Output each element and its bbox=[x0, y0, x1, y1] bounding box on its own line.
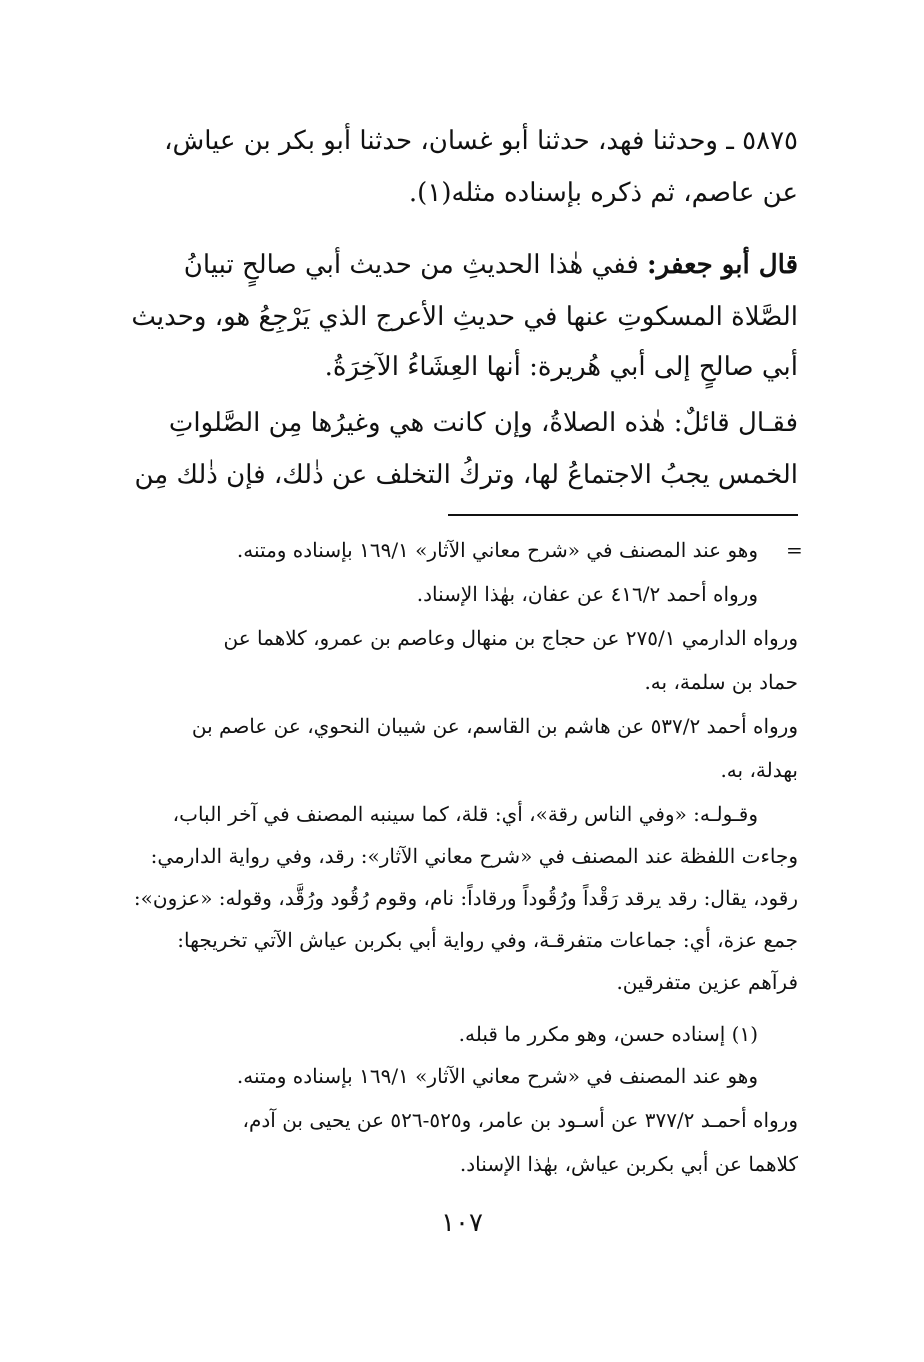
commentary-line-1 bbox=[184, 252, 798, 278]
commentary-line-3: أبي صالحٍ إلى أبي هُريرة: أنها العِشَاءُ الآخِرَةُ. bbox=[324, 352, 798, 382]
footnote-1-line: (١) إسناده حسن، وهو مكرر ما قبله. bbox=[458, 1022, 758, 1046]
footnote-1-line: وهو عند المصنف في «شرح معاني الآثار» ١٦٩/١ بإسناده ومتنه. bbox=[236, 1064, 758, 1088]
hadith-5875-line-2: عن عاصم، ثم ذكره بإسناده مثله(١). bbox=[408, 178, 798, 208]
footnote-line: جمع عزة، أي: جماعات متفرقـة، وفي رواية أبي بكربن عياش الآتي تخريجها: bbox=[177, 928, 798, 952]
footnote-line: بهدلة، به. bbox=[720, 758, 798, 782]
commentary-speaker: قال أبو جعفر: bbox=[647, 250, 798, 280]
footnote-line: ورواه أحمد ٥٣٧/٢ عن هاشم بن القاسم، عن شيبان النحوي، عن عاصم بن bbox=[191, 714, 798, 738]
hadith-5875-line-1: ٥٨٧٥ ـ وحدثنا فهد، حدثنا أبو غسان، حدثنا أبو بكر بن عياش، bbox=[164, 126, 798, 156]
footnote-line: ورواه الدارمي ٢٧٥/١ عن حجاج بن منهال وعاصم بن عمرو، كلاهما عن bbox=[223, 626, 798, 650]
footnote-line: وهو عند المصنف في «شرح معاني الآثار» ١٦٩/١ بإسناده ومتنه. bbox=[236, 538, 758, 562]
objection-line-2: الخمس يجبُ الاجتماعُ لها، وتركُ التخلف عن ذٰلك، فإن ذٰلك مِن bbox=[134, 460, 798, 490]
commentary-line-1-text: ففي هٰذا الحديثِ من حديث أبي صالحٍ تبيانُ bbox=[183, 250, 639, 280]
footnote-line: وجاءت اللفظة عند المصنف في «شرح معاني الآثار»: رقد، وفي رواية الدارمي: bbox=[150, 844, 798, 868]
footnote-separator bbox=[448, 514, 798, 516]
footnote-line: فرآهم عزين متفرقين. bbox=[616, 970, 798, 994]
page-number: ١٠٧ bbox=[441, 1208, 483, 1238]
objection-line-1: فقـال قائلٌ: هٰذه الصلاةُ، وإن كانت هي وغيرُها مِن الصَّلواتِ bbox=[168, 408, 798, 438]
footnote-line: حماد بن سلمة، به. bbox=[644, 670, 798, 694]
footnote-line: رقود، يقال: رقد يرقد رَقْداً ورُقُوداً ورقاداً: نام، وقوم رُقُود ورُقَّد، وقوله: «عزون»: bbox=[133, 886, 798, 910]
footnote-1-line: ورواه أحمـد ٣٧٧/٢ عن أسـود بن عامر، و٥٢٥-٥٢٦ عن يحيى بن آدم، bbox=[242, 1108, 798, 1132]
footnote-line: ورواه أحمد ٤١٦/٢ عن عفان، بهٰذا الإسناد. bbox=[416, 582, 758, 606]
commentary-line-2: الصَّلاة المسكوتِ عنها في حديثِ الأعرج الذي يَرْجِعُ هو، وحديث bbox=[131, 302, 798, 332]
footnote-continuation-marker: = bbox=[786, 538, 803, 562]
footnote-1-line: كلاهما عن أبي بكربن عياش، بهٰذا الإسناد. bbox=[459, 1152, 798, 1176]
footnote-line: وقـولـه: «وفي الناس رقة»، أي: قلة، كما سينبه المصنف في آخر الباب، bbox=[172, 802, 758, 826]
